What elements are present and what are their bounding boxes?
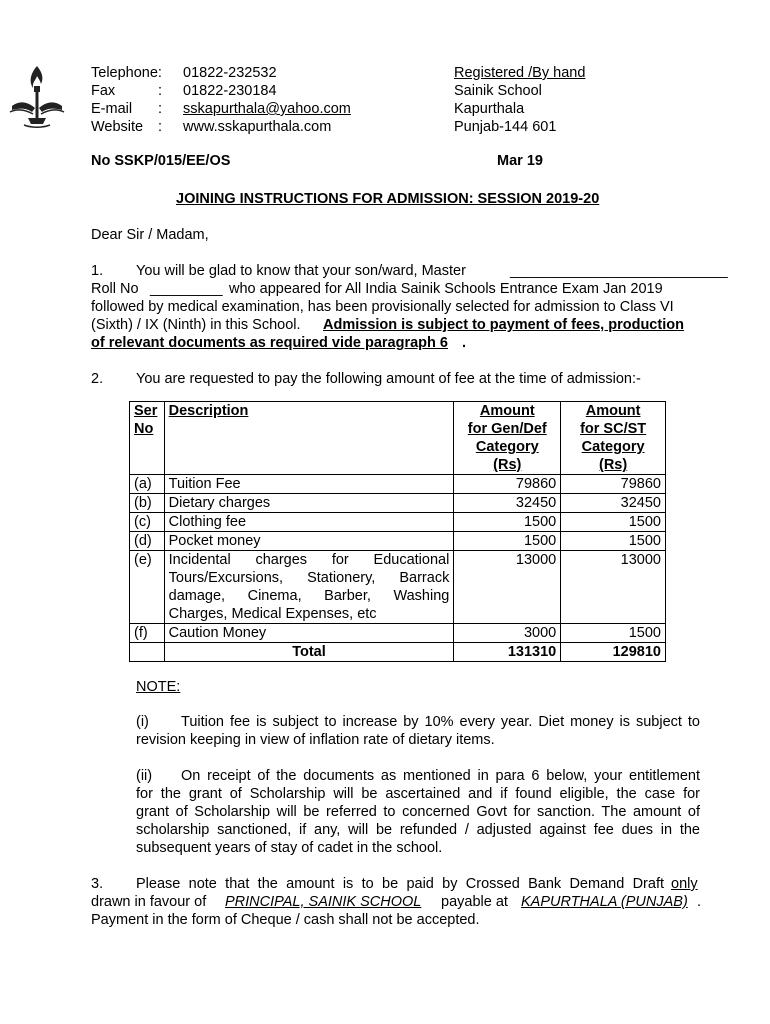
header-gen-line-4: (Rs)	[493, 457, 522, 473]
para-1-number: 1.	[91, 263, 104, 279]
table-row	[130, 475, 666, 494]
header-sc-line-4: (Rs)	[599, 457, 628, 473]
row-ser: (b)	[130, 494, 165, 513]
header-ser-line-1: Ser	[134, 403, 158, 419]
row-ser: (a)	[130, 475, 165, 494]
row-gen-amount: 79860	[454, 475, 561, 494]
address-line-3: Punjab-144 601	[454, 119, 557, 135]
note-2-line-3: grant of Scholarship will be referred to concerned Govt for sanction. The amount of	[136, 804, 700, 820]
delivery-mode: Registered /By hand	[454, 65, 586, 81]
row-gen-amount: 1500	[454, 513, 561, 532]
note-2-line-5: subsequent years of stay of cadet in the school.	[136, 840, 443, 856]
header-sc-amount	[561, 402, 666, 475]
note-2-line-4: scholarship sanctioned, if any, will be refunded / adjusted against fee dues in the	[136, 822, 700, 838]
row-sc-amount: 1500	[561, 513, 666, 532]
row-sc-amount: 1500	[561, 624, 666, 643]
header-gen-amount	[454, 402, 561, 475]
row-description-line-3: damage, Cinema, Barber, Washing	[168, 588, 450, 604]
total-sc-amount: 129810	[561, 643, 666, 662]
row-description	[164, 551, 454, 624]
website-label: Website	[91, 119, 144, 135]
para-3-line-1a: Please note that the amount is to be paid by Crossed Bank Demand Draft	[136, 876, 664, 892]
header-ser	[130, 402, 165, 475]
table-total-row	[130, 643, 666, 662]
row-gen-amount: 32450	[454, 494, 561, 513]
table-row	[130, 624, 666, 643]
header-sc-line-2: for SC/ST	[580, 421, 647, 437]
row-description: Dietary charges	[164, 494, 454, 513]
header-ser-line-2: No	[134, 421, 154, 437]
para-1-line-1: You will be glad to know that your son/ward, Master	[136, 263, 466, 279]
fee-table	[129, 401, 666, 662]
address-line-2: Kapurthala	[454, 101, 525, 117]
row-gen-amount: 13000	[454, 551, 561, 624]
row-ser: (d)	[130, 532, 165, 551]
header-sc-line-3: Category	[581, 439, 645, 455]
header-gen-line-2: for Gen/Def	[467, 421, 547, 437]
table-row	[130, 551, 666, 624]
note-1-number: (i)	[136, 714, 149, 730]
table-row	[130, 513, 666, 532]
address-line-1: Sainik School	[454, 83, 542, 99]
para-1-line-5a: of relevant documents as required vide paragraph 6	[91, 335, 448, 351]
table-row	[130, 532, 666, 551]
row-description-line-4: Charges, Medical Expenses, etc	[168, 606, 377, 622]
note-2-line-1: On receipt of the documents as mentioned in para 6 below, your entitlement	[181, 768, 700, 784]
note-2-line-2: for the grant of Scholarship will be ascertained and if found eligible, the case for	[136, 786, 700, 802]
payee-name: PRINCIPAL, SAINIK SCHOOL	[225, 894, 422, 910]
header-sc-line-1: Amount	[585, 403, 641, 419]
total-gen-amount: 131310	[454, 643, 561, 662]
note-2-number: (ii)	[136, 768, 153, 784]
para-3-only: only	[671, 876, 698, 892]
master-name-blank: ___________________________	[510, 263, 728, 279]
para-1-line-4a: (Sixth) / IX (Ninth) in this School.	[91, 317, 301, 333]
para-3-line-2c: payable at	[441, 894, 508, 910]
telephone-label: Telephone:	[91, 65, 162, 81]
header-gen-line-1: Amount	[479, 403, 535, 419]
row-description: Tuition Fee	[164, 475, 454, 494]
row-gen-amount: 1500	[454, 532, 561, 551]
school-emblem-logo	[8, 62, 66, 130]
salutation: Dear Sir / Madam,	[91, 227, 209, 243]
roll-no-blank: _________	[150, 281, 223, 297]
row-ser: (c)	[130, 513, 165, 532]
row-sc-amount: 13000	[561, 551, 666, 624]
row-description: Clothing fee	[164, 513, 454, 532]
fee-table-header	[130, 402, 666, 475]
total-label: Total	[164, 643, 454, 662]
fax-label: Fax	[91, 83, 116, 99]
reference-number: No SSKP/015/EE/OS	[91, 153, 231, 169]
header-gen-line-3: Category	[475, 439, 539, 455]
row-description-line-1: Incidental charges for Educational	[168, 552, 450, 568]
note-heading: NOTE:	[136, 679, 181, 695]
fax-value: 01822-230184	[183, 83, 277, 99]
para-1-line-3: followed by medical examination, has been provisionally selected for admission to Class VI	[91, 299, 674, 315]
para-3-number: 3.	[91, 876, 104, 892]
letter-date: Mar 19	[497, 153, 543, 169]
telephone-value: 01822-232532	[183, 65, 277, 81]
email-link[interactable]: sskapurthala@yahoo.com	[183, 101, 351, 117]
row-ser: (f)	[130, 624, 165, 643]
website-link[interactable]: www.sskapurthala.com	[183, 119, 332, 135]
website-separator: :	[158, 119, 163, 135]
payable-at-place: KAPURTHALA (PUNJAB)	[521, 894, 688, 910]
note-1-line-1: Tuition fee is subject to increase by 10% every year. Diet money is subject to	[181, 714, 700, 730]
row-description-line-2: Tours/Excursions, Stationery, Barrack	[168, 570, 450, 586]
document-title: JOINING INSTRUCTIONS FOR ADMISSION: SESSION 2019-20	[176, 191, 600, 207]
para-1-line-5b: .	[462, 335, 467, 351]
para-3-line-3: Payment in the form of Cheque / cash shall not be accepted.	[91, 912, 480, 928]
roll-no-label: Roll No	[91, 281, 139, 297]
row-ser: (e)	[130, 551, 165, 624]
para-1-line-4b: Admission is subject to payment of fees, production	[323, 317, 684, 333]
row-sc-amount: 79860	[561, 475, 666, 494]
para-3-line-2e: .	[697, 894, 702, 910]
table-row	[130, 494, 666, 513]
row-description: Caution Money	[164, 624, 454, 643]
para-3-line-2a: drawn in favour of	[91, 894, 207, 910]
fax-separator: :	[158, 83, 163, 99]
header-description: Description	[164, 402, 454, 475]
email-label: E-mail	[91, 101, 133, 117]
para-2-number: 2.	[91, 371, 104, 387]
row-description: Pocket money	[164, 532, 454, 551]
para-1-line-2: who appeared for All India Sainik Schools Entrance Exam Jan 2019	[229, 281, 663, 297]
email-separator: :	[158, 101, 163, 117]
total-ser-empty	[130, 643, 165, 662]
row-gen-amount: 3000	[454, 624, 561, 643]
row-sc-amount: 1500	[561, 532, 666, 551]
note-1-line-2: revision keeping in view of inflation rate of dietary items.	[136, 732, 495, 748]
para-2-text: You are requested to pay the following amount of fee at the time of admission:-	[136, 371, 641, 387]
row-sc-amount: 32450	[561, 494, 666, 513]
